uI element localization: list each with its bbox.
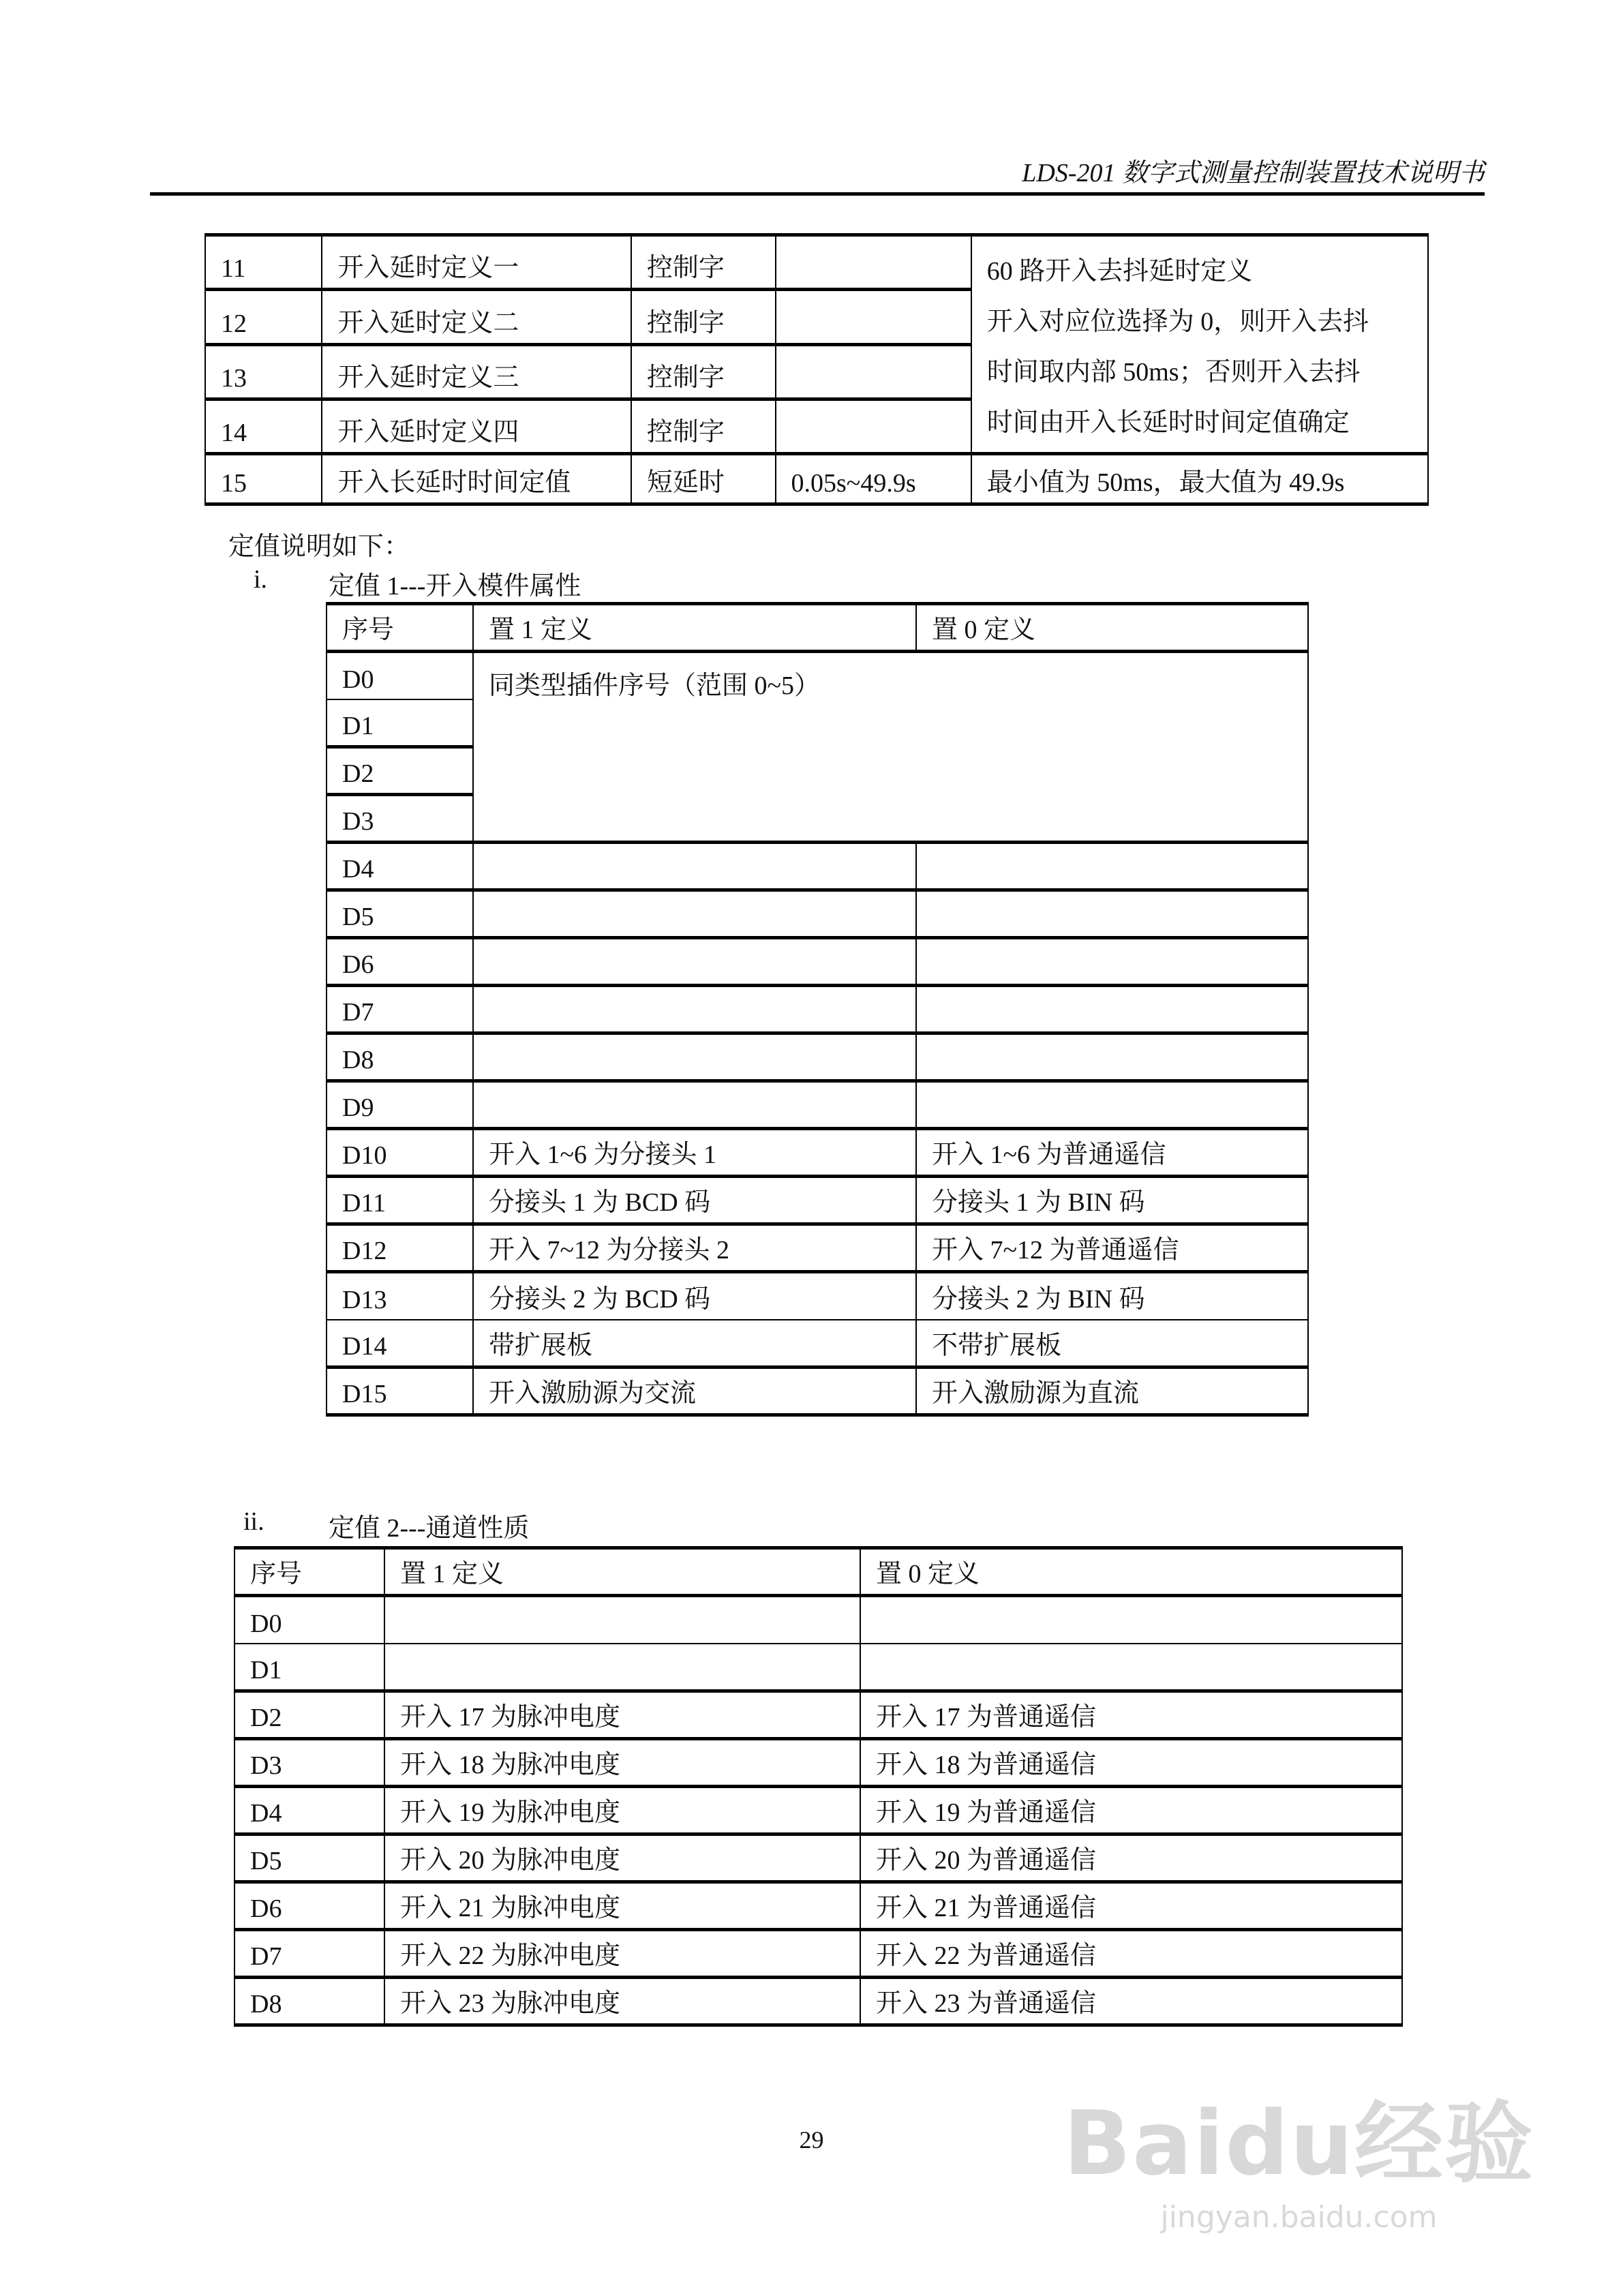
document-title: LDS-201 数字式测量控制装置技术说明书: [1022, 159, 1485, 187]
setting-type: 控制字: [631, 290, 776, 344]
set1-cell: 分接头 2 为 BCD 码: [473, 1272, 916, 1320]
setting-type: 控制字: [631, 344, 776, 399]
set1-cell: 开入 19 为脉冲电度: [384, 1787, 860, 1834]
table-row: [234, 1644, 1402, 1691]
setting-name: 开入延时定义三: [322, 344, 631, 399]
set0-cell: [916, 938, 1308, 986]
set0-cell: [916, 986, 1308, 1033]
set1-cell: [473, 843, 916, 890]
setting-name: 开入延时定义一: [322, 235, 631, 290]
table-row: [327, 1272, 1308, 1320]
table-row: [327, 652, 1308, 699]
set1-cell: 开入 7~12 为分接头 2: [473, 1224, 916, 1272]
bit-cell: D1: [327, 699, 473, 747]
bit-cell: D14: [327, 1320, 473, 1368]
table-row: [234, 1882, 1402, 1930]
setting-type: 控制字: [631, 399, 776, 453]
section2-table: [234, 1546, 1403, 2027]
note-line: 60 路开入去抖延时定义: [986, 257, 1253, 286]
page-header: [150, 151, 1485, 196]
set1-cell: 开入 1~6 为分接头 1: [473, 1129, 916, 1177]
set0-cell: [916, 1033, 1308, 1081]
setting-no: 14: [205, 399, 322, 453]
setting-name: 开入长延时时间定值: [322, 454, 631, 504]
intro-text: 定值说明如下：: [228, 532, 410, 561]
header-cell: 置 1 定义: [473, 604, 916, 652]
header-cell: 序号: [234, 1548, 384, 1596]
bit-cell: D3: [234, 1739, 384, 1787]
set1-cell: 开入 23 为脉冲电度: [384, 1978, 860, 2025]
set1-cell: [473, 1081, 916, 1129]
set0-cell: 开入 23 为普通遥信: [860, 1978, 1402, 2025]
table-row: [327, 1320, 1308, 1368]
table-row: [234, 1691, 1402, 1739]
table-row: [327, 938, 1308, 986]
bit-cell: D10: [327, 1129, 473, 1177]
bit-cell: D4: [327, 843, 473, 890]
bit-cell: D1: [234, 1644, 384, 1691]
set1-cell: 开入 20 为脉冲电度: [384, 1834, 860, 1882]
set1-cell: 开入 22 为脉冲电度: [384, 1930, 860, 1978]
note-line: 时间由开入长延时时间定值确定: [986, 408, 1350, 437]
bit-cell: D8: [327, 1033, 473, 1081]
section2-marker: ii.: [243, 1507, 264, 1536]
set0-cell: 开入 20 为普通遥信: [860, 1834, 1402, 1882]
set0-cell: [916, 843, 1308, 890]
note-line: 开入对应位选择为 0，则开入去抖: [986, 307, 1369, 336]
set0-cell: 不带扩展板: [916, 1320, 1308, 1368]
setting-no: 12: [205, 290, 322, 344]
bit-cell: D12: [327, 1224, 473, 1272]
section2-title: 定值 2---通道性质: [329, 1514, 530, 1543]
set1-cell: [473, 1033, 916, 1081]
setting-range: [776, 235, 971, 290]
set0-cell: 开入 17 为普通遥信: [860, 1691, 1402, 1739]
bit-cell: D0: [234, 1596, 384, 1644]
table-row: [327, 1368, 1308, 1415]
table-row: [234, 1739, 1402, 1787]
bit-cell: D4: [234, 1787, 384, 1834]
set0-cell: [916, 1081, 1308, 1129]
table-row: [327, 843, 1308, 890]
table-row: [327, 1033, 1308, 1081]
setting-note: 最小值为 50ms，最大值为 49.9s: [971, 454, 1428, 504]
table-row: [234, 1978, 1402, 2025]
table-row: [327, 1224, 1308, 1272]
bit-cell: D7: [327, 986, 473, 1033]
header-cell: 置 0 定义: [916, 604, 1308, 652]
table-row: [205, 454, 1428, 504]
section1-title: 定值 1---开入模件属性: [329, 572, 581, 601]
bit-cell: D2: [234, 1691, 384, 1739]
set1-cell: 开入激励源为交流: [473, 1368, 916, 1415]
set1-cell: [473, 986, 916, 1033]
table-row: [234, 1930, 1402, 1978]
set1-cell: [473, 938, 916, 986]
bit-cell: D6: [327, 938, 473, 986]
set1-cell: [384, 1644, 860, 1691]
bit-cell: D0: [327, 652, 473, 699]
table-row: [234, 1596, 1402, 1644]
set0-cell: 开入 1~6 为普通遥信: [916, 1129, 1308, 1177]
setting-no: 11: [205, 235, 322, 290]
bit-cell: D6: [234, 1882, 384, 1930]
set0-cell: 开入 19 为普通遥信: [860, 1787, 1402, 1834]
set0-cell: 分接头 1 为 BIN 码: [916, 1177, 1308, 1224]
page-number: 29: [799, 2126, 824, 2154]
setting-range: [776, 344, 971, 399]
bit-cell: D2: [327, 747, 473, 795]
watermark-url: jingyan.baidu.com: [1160, 2200, 1438, 2235]
set0-cell: 开入 18 为普通遥信: [860, 1739, 1402, 1787]
watermark-logo: Baidu经验: [1063, 2091, 1534, 2195]
merged-definition: 同类型插件序号（范围 0~5）: [473, 652, 1308, 843]
setting-type: 控制字: [631, 235, 776, 290]
bit-cell: D8: [234, 1978, 384, 2025]
table-row: [327, 890, 1308, 938]
bit-cell: D15: [327, 1368, 473, 1415]
set1-cell: 带扩展板: [473, 1320, 916, 1368]
set0-cell: [860, 1644, 1402, 1691]
header-cell: 序号: [327, 604, 473, 652]
bit-cell: D11: [327, 1177, 473, 1224]
bit-cell: D5: [234, 1834, 384, 1882]
set1-cell: [473, 890, 916, 938]
setting-range: 0.05s~49.9s: [776, 454, 971, 504]
set1-cell: 开入 17 为脉冲电度: [384, 1691, 860, 1739]
bit-cell: D7: [234, 1930, 384, 1978]
table-row: [327, 1129, 1308, 1177]
table-row: [234, 1787, 1402, 1834]
set0-cell: 开入 7~12 为普通遥信: [916, 1224, 1308, 1272]
table-row: [327, 986, 1308, 1033]
note-line: 时间取内部 50ms；否则开入去抖: [986, 358, 1361, 387]
table-row: [205, 235, 1428, 290]
section1-table: [326, 602, 1309, 1417]
set0-cell: 开入激励源为直流: [916, 1368, 1308, 1415]
watermark: [1063, 2072, 1534, 2235]
setting-range: [776, 290, 971, 344]
setting-no: 15: [205, 454, 322, 504]
table-row: [327, 1177, 1308, 1224]
set1-cell: 开入 18 为脉冲电度: [384, 1739, 860, 1787]
setting-name: 开入延时定义四: [322, 399, 631, 453]
setting-no: 13: [205, 344, 322, 399]
setting-range: [776, 399, 971, 453]
bit-cell: D3: [327, 795, 473, 843]
set0-cell: 开入 21 为普通遥信: [860, 1882, 1402, 1930]
setting-type: 短延时: [631, 454, 776, 504]
set0-cell: 分接头 2 为 BIN 码: [916, 1272, 1308, 1320]
header-cell: 置 0 定义: [860, 1548, 1402, 1596]
section1-marker: i.: [254, 565, 268, 594]
setting-name: 开入延时定义二: [322, 290, 631, 344]
bit-cell: D13: [327, 1272, 473, 1320]
set1-cell: [384, 1596, 860, 1644]
set1-cell: 分接头 1 为 BCD 码: [473, 1177, 916, 1224]
table-header-row: [327, 604, 1308, 652]
table-header-row: [234, 1548, 1402, 1596]
table-row: [234, 1834, 1402, 1882]
header-cell: 置 1 定义: [384, 1548, 860, 1596]
set1-cell: 开入 21 为脉冲电度: [384, 1882, 860, 1930]
setting-note-merged: [971, 235, 1428, 454]
bit-cell: D9: [327, 1081, 473, 1129]
bit-cell: D5: [327, 890, 473, 938]
set0-cell: 开入 22 为普通遥信: [860, 1930, 1402, 1978]
table-row: [327, 1081, 1308, 1129]
set0-cell: [860, 1596, 1402, 1644]
set0-cell: [916, 890, 1308, 938]
settings-table: [204, 233, 1429, 506]
